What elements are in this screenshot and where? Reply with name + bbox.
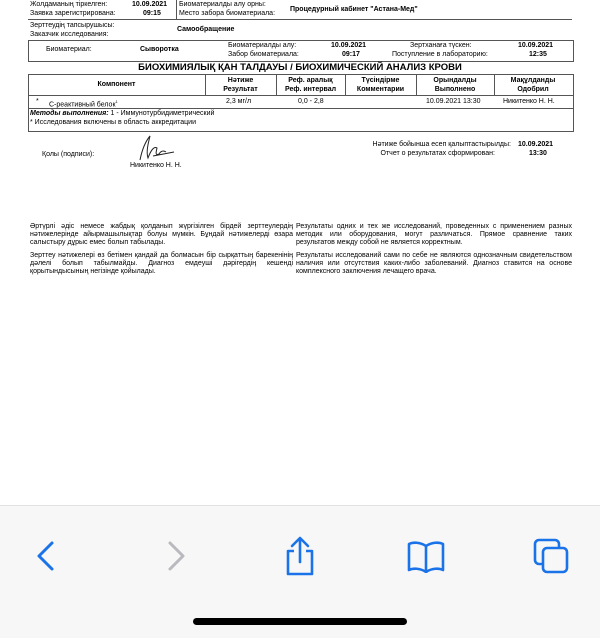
col-header-done-ru: Выполнено [434,86,476,93]
reference-range: 0,0 - 2,8 [298,98,324,105]
col-header-approved-ru: Одобрил [517,86,549,93]
lab-date: 10.09.2021 [518,42,554,49]
col-header-comment-ru: Комментарии [356,86,405,93]
taken-time: 09:17 [342,51,360,58]
home-indicator[interactable] [193,618,407,625]
report-time: 13:30 [529,150,547,157]
taken-label-ru: Забор биоматериала: [228,51,299,58]
place-value: Процедурный кабинет "Астана-Мед" [290,6,418,13]
footer-kz-para-1: Әртүрлі әдіс немесе жабдық қолданып жүргізілген бірдей зерттеулердің нәтижелерінде айырмашылықтар болуы мүмкін. Бұндай нәтижелерді өзара салыстыру дұрыс емес болып табылады. [30,223,293,247]
approved-by: Никитенко Н. Н. [503,98,555,105]
col-header-comment-kz: Түсіндірме [361,77,400,84]
forward-icon [165,540,187,572]
signature-label: Қолы (подписи): [42,151,95,158]
report-date-label-kz: Нәтиже бойынша есеп қалыптастырылды: [372,141,511,148]
lab-label-ru: Поступление в лабораторию: [392,51,488,58]
footer-kz-para-2: Зерттеу нәтижелері өз бетімен қандай да болмасын бір сырқаттың барекенінің дәлелі болып табылмайды. Диагноз емдеуші дәрігердің кешенді қорытындысының негізінде қойылады. [30,252,293,276]
footer-ru-para-1: Результаты одних и тех же исследований, проведенных с применением разных методик или оборудования, могут различаться. Прямое сравнение таких результатов между собой не является корректным. [296,223,572,247]
signer-name: Никитенко Н. Н. [130,162,182,169]
place-label-kz: Биоматериалды алу орны: [179,1,266,8]
share-button[interactable] [270,528,330,584]
registered-date: 10.09.2021 [132,1,168,8]
accreditation-marker: * [36,98,39,105]
done-datetime: 10.09.2021 13:30 [426,98,481,105]
registered-label-ru: Заявка зарегистрирована: [30,10,116,17]
forward-button[interactable] [146,528,206,584]
customer-label-ru: Заказчик исследования: [30,31,109,38]
back-icon [35,540,57,572]
result-value: 2,3 мг/л [226,98,252,105]
place-label-ru: Место забора биоматериала: [179,10,276,17]
customer-value: Самообращение [177,26,235,33]
col-header-ref-ru: Реф. интервал [284,86,337,93]
customer-label-kz: Зерттеудің тапсырушысы: [30,22,115,29]
share-icon [283,536,317,576]
signature-scribble [126,132,186,164]
report-date-label-ru: Отчет о результатах сформирован: [380,150,495,157]
col-header-done-kz: Орындалды [433,77,477,84]
accreditation-note: * Исследования включены в область аккредитации [30,119,196,126]
registered-label-kz: Жолдаманың тіркелген: [30,1,108,8]
footer-ru-para-2: Результаты исследований сами по себе не являются однозначным свидетельством наличия или отсутствия каких-либо заболеваний. Диагноз ставится на основе комплексного заключения лечащего врача. [296,252,572,276]
sample-info-box [28,40,574,62]
lab-label-kz: Зертханаға түскен: [410,42,472,49]
biomaterial-label: Биоматериал: [46,46,92,53]
taken-date: 10.09.2021 [331,42,367,49]
col-header-result-ru: Результат [223,86,258,93]
col-header-ref-kz: Реф. аралық [288,77,333,84]
back-button[interactable] [16,528,76,584]
col-header-component: Компонент [97,81,136,88]
col-header-result-kz: Нәтиже [227,77,254,84]
report-title: БИОХИМИЯЛЫҚ ҚАН ТАЛДАУЫ / БИОХИМИЧЕСКИЙ АНАЛИЗ КРОВИ [138,62,462,73]
tabs-button[interactable] [521,528,581,584]
methods-line: Методы выполнения: 1 - Иммунотурбидиметрический [30,110,215,117]
biomaterial-value: Сыворотка [140,46,179,53]
registered-time: 09:15 [143,10,161,17]
report-date: 10.09.2021 [518,141,554,148]
col-header-approved-kz: Мақұлданды [510,77,556,84]
lab-time: 12:35 [529,51,547,58]
bookmarks-button[interactable] [396,528,456,584]
component-name: С-реактивный белок$^1$ [49,99,118,109]
book-icon [406,539,446,573]
taken-label-kz: Биоматериалды алу: [228,42,297,49]
tabs-icon [532,537,570,575]
